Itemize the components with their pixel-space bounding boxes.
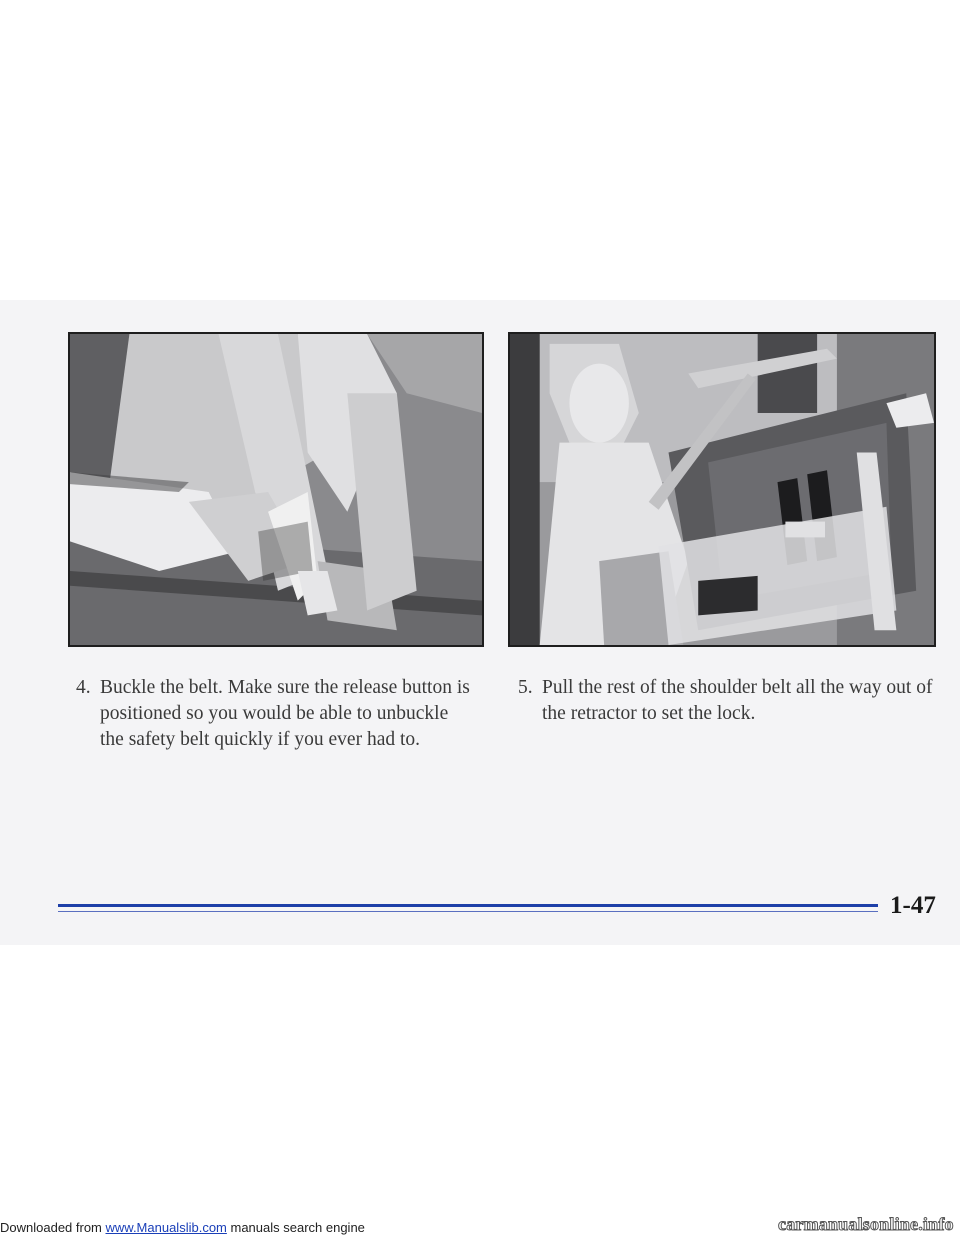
footer-prefix: Downloaded from — [0, 1220, 106, 1235]
watermark-text: carmanualsonline.info — [778, 1214, 954, 1234]
page-number: 1-47 — [890, 892, 936, 919]
footer-suffix: manuals search engine — [226, 1220, 365, 1235]
step-5 — [518, 675, 938, 727]
step-number: 4. — [76, 677, 91, 698]
rule-thick-line — [58, 904, 878, 907]
footer-rule — [58, 898, 878, 914]
manualslib-link[interactable]: www.Manualslib.com — [105, 1220, 227, 1235]
step-text: Pull the rest of the shoulder belt all the way out of the retractor to set the lock. — [542, 677, 933, 724]
step-4 — [76, 675, 476, 753]
rule-thin-line — [58, 911, 878, 912]
manual-page — [0, 300, 960, 945]
child-seat-illustration — [508, 332, 936, 647]
buckle-belt-illustration — [68, 332, 484, 647]
child-seat-illustration-svg — [510, 334, 934, 645]
step-text: Buckle the belt. Make sure the release button is positioned so you would be able to unbuckle the safety belt quickly if you ever had to. — [100, 677, 470, 750]
step-number: 5. — [518, 677, 533, 698]
buckle-illustration-svg — [70, 334, 482, 645]
